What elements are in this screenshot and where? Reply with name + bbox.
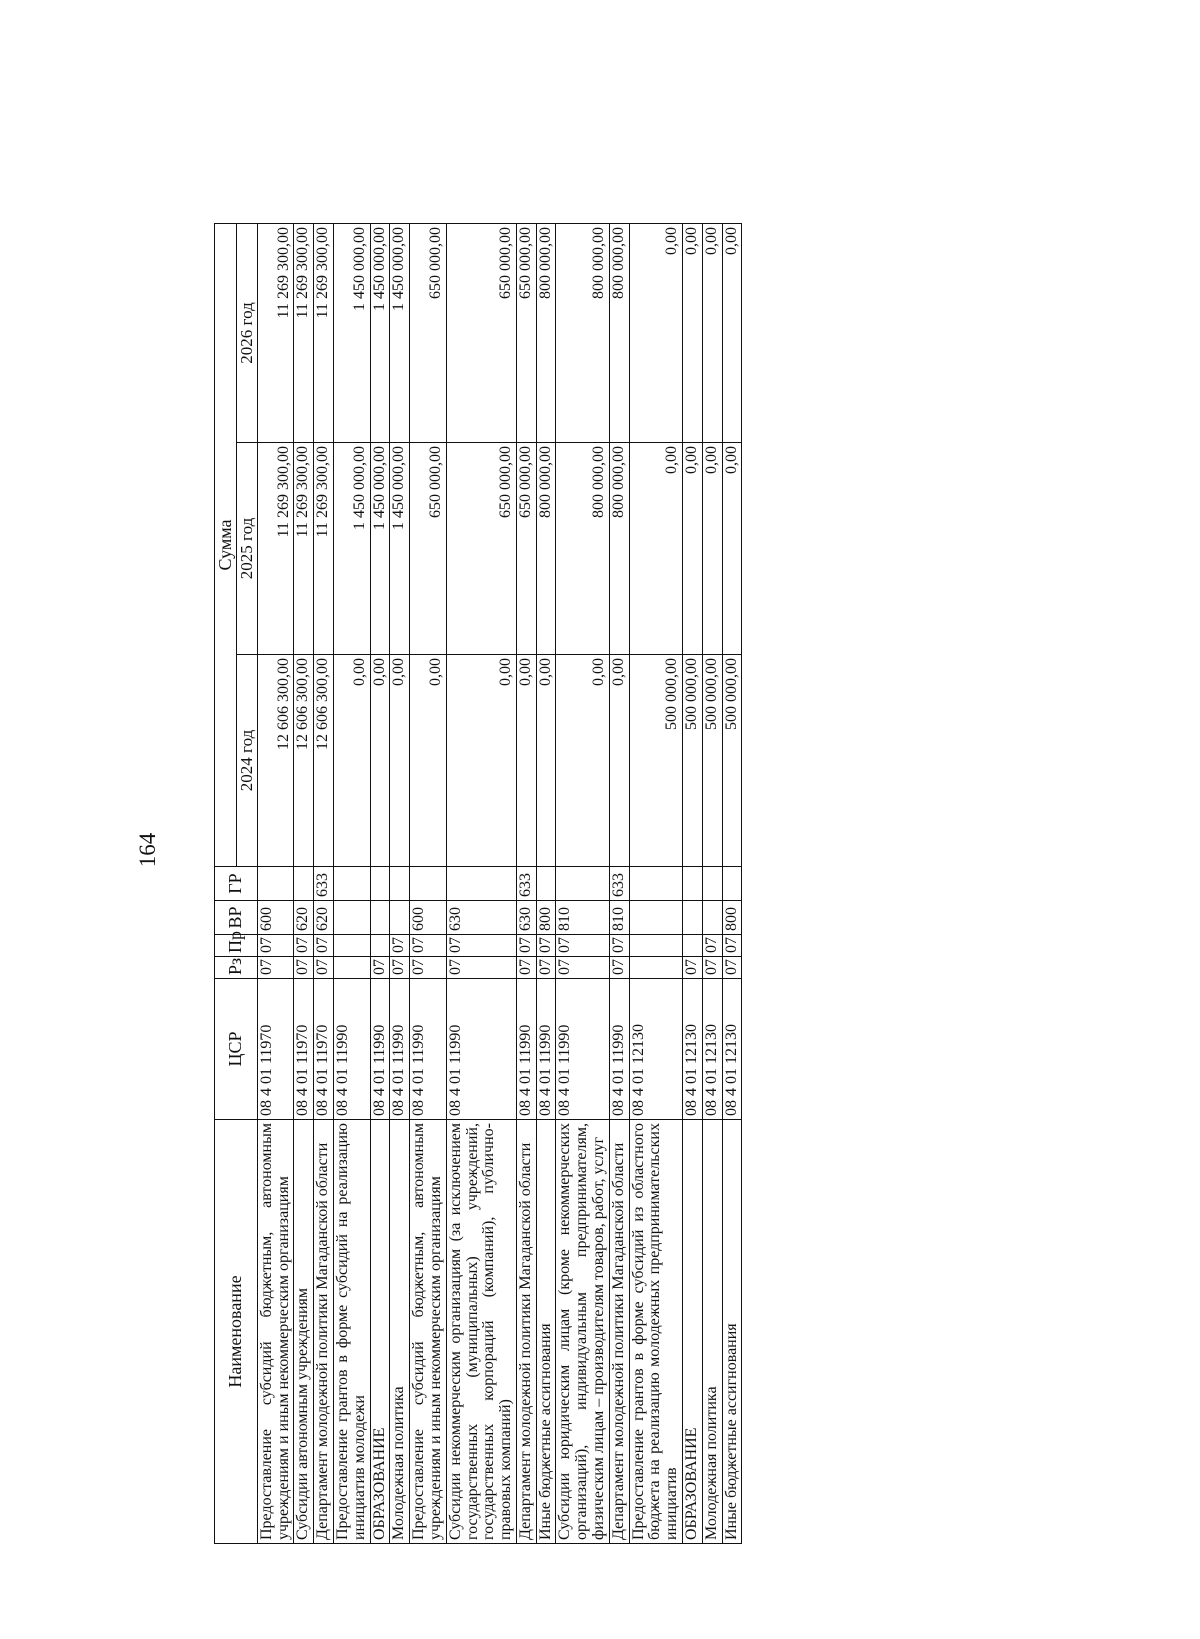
table-cell-2025: 800 000,00 [536,443,556,655]
table-cell-pr: 07 [722,935,742,957]
table-cell-rz: 07 [536,957,556,979]
table-cell-name: ОБРАЗОВАНИЕ [370,1120,390,1544]
table-cell-gr: 633 [314,867,334,901]
table-cell-2024: 0,00 [370,655,390,867]
table-cell-pr [683,935,703,957]
header-rz: Рз [215,957,258,979]
table-cell-rz: 07 [446,957,516,979]
table-cell-2024: 12 606 300,00 [257,655,294,867]
table-row [536,223,556,1543]
table-cell-name: Предоставление грантов в форме субсидий на реализацию инициатив молодежи [333,1120,370,1544]
table-cell-2026: 1 450 000,00 [333,223,370,442]
table-cell-pr: 07 [702,935,722,957]
table-cell-csr: 08 4 01 11990 [390,979,410,1120]
table-cell-name: ОБРАЗОВАНИЕ [683,1120,703,1544]
table-cell-rz: 07 [683,957,703,979]
table-cell-2026: 1 450 000,00 [370,223,390,442]
table-cell-2025: 0,00 [629,443,682,655]
table-cell-2026: 800 000,00 [536,223,556,442]
table-row [722,223,742,1543]
table-cell-gr [446,867,516,901]
table-cell-vr: 800 [536,901,556,935]
table-cell-rz: 07 [702,957,722,979]
table-cell-vr [629,901,682,935]
table-cell-name: Предоставление субсидий бюджетным, автономным учреждениям и иным некоммерческим организациям [257,1120,294,1544]
header-vr: ВР [215,901,258,935]
table-cell-2024: 0,00 [446,655,516,867]
table-cell-csr: 08 4 01 11990 [333,979,370,1120]
table-cell-csr: 08 4 01 11990 [609,979,629,1120]
table-cell-gr [629,867,682,901]
header-2025: 2025 год [236,443,257,655]
table-cell-pr [333,935,370,957]
table-cell-pr: 07 [609,935,629,957]
table-cell-2025: 11 269 300,00 [314,443,334,655]
table-cell-pr: 07 [410,935,447,957]
table-cell-rz: 07 [294,957,314,979]
table-cell-2025: 11 269 300,00 [294,443,314,655]
table-cell-pr: 07 [294,935,314,957]
table-cell-vr [702,901,722,935]
table-row [683,223,703,1543]
table-cell-vr: 630 [516,901,536,935]
header-sum: Сумма [215,223,237,866]
table-cell-csr: 08 4 01 12130 [722,979,742,1120]
table-cell-csr: 08 4 01 11990 [536,979,556,1120]
table-cell-vr: 800 [722,901,742,935]
table-cell-2024: 12 606 300,00 [314,655,334,867]
table-row [294,223,314,1543]
table-cell-2025: 1 450 000,00 [333,443,370,655]
table-cell-csr: 08 4 01 12130 [629,979,682,1120]
table-cell-2025: 650 000,00 [516,443,536,655]
table-cell-rz: 07 [257,957,294,979]
table-cell-csr: 08 4 01 11990 [556,979,609,1120]
table-cell-pr: 07 [390,935,410,957]
table-cell-rz: 07 [556,957,609,979]
table-cell-2026: 650 000,00 [446,223,516,442]
table-cell-2026: 1 450 000,00 [390,223,410,442]
table-row [390,223,410,1543]
table-cell-vr: 630 [446,901,516,935]
table-cell-2026: 800 000,00 [609,223,629,442]
table-cell-gr [333,867,370,901]
table-cell-pr: 07 [257,935,294,957]
table-cell-gr [294,867,314,901]
table-container [214,224,742,1544]
table-cell-2025: 0,00 [702,443,722,655]
table-cell-pr: 07 [556,935,609,957]
table-cell-gr [410,867,447,901]
table-cell-2024: 500 000,00 [722,655,742,867]
table-cell-vr: 620 [314,901,334,935]
table-cell-2025: 0,00 [722,443,742,655]
table-row [314,223,334,1543]
budget-table [214,223,742,1544]
table-cell-2024: 0,00 [390,655,410,867]
table-cell-gr [257,867,294,901]
table-cell-2024: 0,00 [410,655,447,867]
table-cell-name: Субсидии юридическим лицам (кроме некоммерческих организаций), индивидуальным предпринимателям, физическим лицам – производителям товаров, работ, услуг [556,1120,609,1544]
table-row [446,223,516,1543]
table-cell-2026: 0,00 [722,223,742,442]
table-cell-vr [333,901,370,935]
table-cell-2025: 1 450 000,00 [390,443,410,655]
table-cell-2024: 500 000,00 [702,655,722,867]
table-cell-gr [556,867,609,901]
table-cell-gr [702,867,722,901]
table-cell-vr [390,901,410,935]
table-cell-2024: 0,00 [333,655,370,867]
table-cell-vr: 810 [609,901,629,935]
table-cell-name: Субсидии автономным учреждениям [294,1120,314,1544]
table-cell-csr: 08 4 01 11970 [294,979,314,1120]
table-row [516,223,536,1543]
table-cell-2026: 11 269 300,00 [314,223,334,442]
table-cell-csr: 08 4 01 11990 [410,979,447,1120]
table-cell-name: Субсидии некоммерческим организациям (за исключением государственных (муниципальных) учреждений, государственных корпораций (компаний), публично-правовых компаний) [446,1120,516,1544]
table-cell-name: Молодежная политика [390,1120,410,1544]
table-cell-vr: 600 [410,901,447,935]
header-pr: Пр [215,935,258,957]
table-cell-csr: 08 4 01 11970 [257,979,294,1120]
table-cell-gr: 633 [609,867,629,901]
table-cell-rz: 07 [410,957,447,979]
table-cell-rz: 07 [370,957,390,979]
table-cell-name: Иные бюджетные ассигнования [722,1120,742,1544]
table-cell-2024: 500 000,00 [629,655,682,867]
table-cell-2026: 11 269 300,00 [257,223,294,442]
header-name: Наименование [215,1120,258,1544]
table-cell-vr [683,901,703,935]
header-csr: ЦСР [215,979,258,1120]
table-cell-2026: 0,00 [683,223,703,442]
table-cell-2024: 0,00 [556,655,609,867]
table-cell-2026: 0,00 [629,223,682,442]
table-cell-pr: 07 [446,935,516,957]
table-cell-name: Иные бюджетные ассигнования [536,1120,556,1544]
table-cell-rz: 07 [390,957,410,979]
table-cell-2024: 500 000,00 [683,655,703,867]
table-cell-2024: 0,00 [609,655,629,867]
table-cell-name: Предоставление субсидий бюджетным, автономным учреждениям и иным некоммерческим организациям [410,1120,447,1544]
table-cell-vr: 620 [294,901,314,935]
table-cell-2025: 800 000,00 [556,443,609,655]
table-cell-vr: 810 [556,901,609,935]
table-cell-gr [370,867,390,901]
table-cell-name: Департамент молодежной политики Магаданской области [609,1120,629,1544]
table-cell-name: Департамент молодежной политики Магаданской области [516,1120,536,1544]
table-cell-2025: 11 269 300,00 [257,443,294,655]
table-cell-2024: 12 606 300,00 [294,655,314,867]
table-cell-2026: 800 000,00 [556,223,609,442]
table-cell-rz: 07 [314,957,334,979]
table-cell-2026: 650 000,00 [516,223,536,442]
table-cell-rz [629,957,682,979]
table-cell-name: Молодежная политика [702,1120,722,1544]
table-cell-pr: 07 [314,935,334,957]
header-2026: 2026 год [236,223,257,442]
table-body [257,223,742,1543]
table-cell-rz [333,957,370,979]
table-row [370,223,390,1543]
header-2024: 2024 год [236,655,257,867]
table-row [257,223,294,1543]
table-cell-2026: 650 000,00 [410,223,447,442]
table-cell-2026: 11 269 300,00 [294,223,314,442]
table-cell-pr [629,935,682,957]
table-cell-rz: 07 [722,957,742,979]
header-row [215,223,237,1543]
table-cell-vr: 600 [257,901,294,935]
table-cell-gr [390,867,410,901]
table-cell-gr [722,867,742,901]
header-gr: ГР [215,867,258,901]
table-cell-csr: 08 4 01 12130 [683,979,703,1120]
table-cell-rz: 07 [516,957,536,979]
table-row [702,223,722,1543]
table-cell-2024: 0,00 [516,655,536,867]
table-cell-csr: 08 4 01 11990 [516,979,536,1120]
table-cell-pr: 07 [516,935,536,957]
table-row [629,223,682,1543]
rotated-table-area [214,224,1200,1540]
table-cell-pr: 07 [536,935,556,957]
table-cell-name: Департамент молодежной политики Магаданской области [314,1120,334,1544]
table-row [410,223,447,1543]
table-cell-pr [370,935,390,957]
table-cell-rz: 07 [609,957,629,979]
table-cell-gr: 633 [516,867,536,901]
table-cell-2025: 0,00 [683,443,703,655]
table-cell-2025: 650 000,00 [410,443,447,655]
table-row [556,223,609,1543]
table-cell-csr: 08 4 01 11990 [370,979,390,1120]
page-number: 164 [135,832,160,868]
table-row [333,223,370,1543]
table-cell-gr [683,867,703,901]
table-cell-csr: 08 4 01 11990 [446,979,516,1120]
table-cell-2026: 0,00 [702,223,722,442]
table-cell-gr [536,867,556,901]
table-cell-2025: 1 450 000,00 [370,443,390,655]
table-row [609,223,629,1543]
table-cell-name: Предоставление грантов в форме субсидий из областного бюджета на реализацию молодежных предпринимательских инициатив [629,1120,682,1544]
table-cell-2024: 0,00 [536,655,556,867]
table-cell-csr: 08 4 01 11970 [314,979,334,1120]
table-cell-csr: 08 4 01 12130 [702,979,722,1120]
table-cell-2025: 650 000,00 [446,443,516,655]
table-cell-vr [370,901,390,935]
table-cell-2025: 800 000,00 [609,443,629,655]
